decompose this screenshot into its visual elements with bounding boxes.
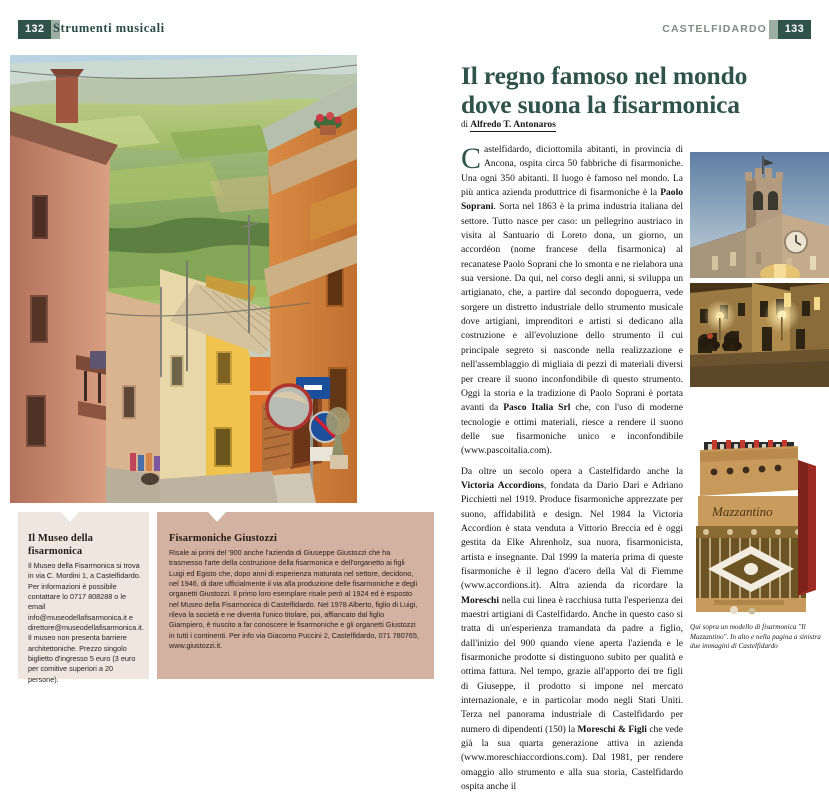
info-box-title: Fisarmoniche Giustozzi — [169, 533, 278, 544]
page-number-right: 133 — [778, 20, 811, 39]
para2-bold-moreschi: Moreschi — [461, 594, 500, 606]
headline-line-1: Il regno famoso nel mondo — [461, 61, 748, 90]
info-box-museo — [18, 512, 149, 684]
para1-bold-paolo-soprani: Paolo Soprani — [461, 187, 683, 213]
folio-tab-right — [769, 20, 778, 39]
article-headline — [461, 62, 829, 119]
photo-accordion-mazzantino — [690, 440, 829, 615]
page-number-left: 132 — [18, 20, 51, 39]
box-notch-icon — [208, 512, 226, 522]
para1-seg-d: che, con l'uso di moderne tecnologie e ottimi materiali, riesce a rendere il suono delle sue fisarmoniche unico e inconfondibile (www.pascoitalia.com). — [461, 402, 683, 457]
photo-street-at-night — [690, 283, 829, 387]
article-byline — [461, 119, 556, 130]
para2-seg-e: che vede già la sua quarta generazione attiva in azienda (www.moreschiaccordions.com). Dal 1981, per rendere omaggio allo strumento e alla sua storia, Castelfidardo ospita anche il — [461, 723, 684, 793]
para1-seg-c: . Sorta nel 1863 è la prima industria italiana del settore. Tutto nasce per caso: un pellegrino austriaco in visita al Santuario di Loreto dona, un giorno, un accordéon (nome francese della fisarmonica) al recanatese Paolo Soprani che lo smonta e ne rielabora una sua versione. Da qui, nel corso degli anni, si sviluppa un artigianato, che, a partire dal secondo dopoguerra, vede sorgere un distretto industriale dello strumento musicale dove artigiani, imprenditori e artisti si dedicano alla costruzione e all'evoluzione dello strumento il cui principale segreto si nasconde nella realizzazione e nell'assemblaggio di migliaia di pezzi di materiali diversi per creare il suono inconfondibile di questo strumento. Oggi la storia e la tradizione di Paolo Soprani è portata avanti da — [461, 201, 683, 414]
article-body-column — [461, 143, 683, 800]
photo-clock-tower — [690, 152, 829, 278]
para2-bold-moreschi-figli: Moreschi & Figli — [577, 723, 647, 735]
running-head-right: CASTELFIDARDO — [662, 23, 767, 35]
hero-photo-castelfidardo — [10, 55, 357, 503]
para2-bold-victoria-accordions: Victoria Accordions — [461, 479, 544, 491]
info-box-giustozzi — [157, 512, 434, 679]
article-paragraph-2 — [461, 465, 683, 795]
para2-seg-d: nella cui linea è racchiusa tutta l'esperienza dei maestri artigiani di Castelfidardo. Anche in questo caso si tratta di un'esperienza tramandata da padre a figlio, dall'inizio del 900 quando viene aperta l'azienda e le fisarmoniche prodotte si distinguono subito per qualità e ottima fattura. Nel tempo, grazie all'apporto dei tre figli di Giuseppe, il prodotto si impone nel mercato internazionale, e in particolar modo negli Stati Uniti. Terza nel panorama industriale di Castelfidardo per numero di dipendenti (150) la — [461, 594, 683, 735]
drop-cap: C — [461, 142, 482, 175]
byline-prefix: di — [461, 119, 471, 129]
para2-seg-c: , fondata da Dario Dari e Adriano Picchietti nel 1919. Produce fisarmoniche apprezzate per suono, affidabilità e design. Nel 1984 la Victoria Accordion è stata venduta a Vittorio Breccia ed è oggi gestita da Elke Ahrenholz, sua nuora, fisarmonicista, artista e insegnante. Dal 1999 la materia prima di queste fisarmoniche è il legno d'acero della Val di Fiemme (www.accordions.it). Altra azienda da ricordare la — [461, 479, 683, 592]
para2-seg-a: Da oltre un secolo opera a Castelfidardo anche la — [461, 465, 683, 477]
folio-right — [769, 20, 811, 39]
byline-author: Alfredo T. Antonaros — [470, 120, 556, 130]
page-header — [0, 0, 829, 52]
headline-line-2: dove suona la fisarmonica — [461, 89, 740, 119]
para1-bold-pasco-italia: Pasco Italia Srl — [503, 402, 571, 414]
rail-photo-caption: Qui sopra un modello di fisarmonica "Il Mazzantino". In alto e nella pagina a sinistra due immagini di Castelfidardo — [690, 623, 821, 651]
box-notch-icon — [61, 512, 79, 522]
running-head-left: Strumenti musicali — [53, 21, 165, 35]
info-box-body: Risale ai primi del '900 anche l'azienda di Giuseppe Giustozzi che ha trasmesso l'arte della costruzione della fisarmonica e dell'organetto ai figli Luigi ed Egisto che, dopo anni di esperienza maturata nel settore, decidono, nel 1946, di dare ufficialmente il via alla produzione delle fisarmoniche e degli organetti Giustozzi. Il primo loro esemplare risale però al 1924 ed è esposto nel Museo della Fisarmonica di Castelfidardo. Nel 1978 Alberto, figlio di Luigi, rileva la società e ne diventa l'unico titolare, poi, affiancato dal figlio Giampiero, è riuscito a far conoscere le fisarmoniche e gli organetti Giustozzi in tutti i continenti. Per info via Giacomo Puccini 2, Castelfidardo, 071 780765, www.giustozzi.it. — [169, 548, 419, 651]
para1-seg-a: astelfidardo, diciottomila abitanti, in provincia di Ancona, ospita circa 50 fabbriche di fisarmoniche. Una ogni 350 abitanti. Il luogo è famoso nel mondo. La più antica azienda produttrice di fisarmoniche è la — [461, 144, 683, 199]
info-box-title: Il Museo della fisarmonica — [28, 533, 93, 557]
svg-text:Mazzantino: Mazzantino — [712, 504, 773, 519]
info-box-body: Il Museo della Fisarmonica si trova in via C. Mordini 1, a Castelfidardo. Per informazioni è possibile contattare lo 0717 808288 o le email info@museodellafisarmonica.it e direttore@museodellafisarmonica.it. Il museo non presenta barriere architettoniche. Prezzo singolo biglietto d'ingresso 5 euro (3 euro per comitive superiori a 20 persone). — [28, 561, 144, 684]
article-paragraph-1 — [461, 143, 683, 459]
